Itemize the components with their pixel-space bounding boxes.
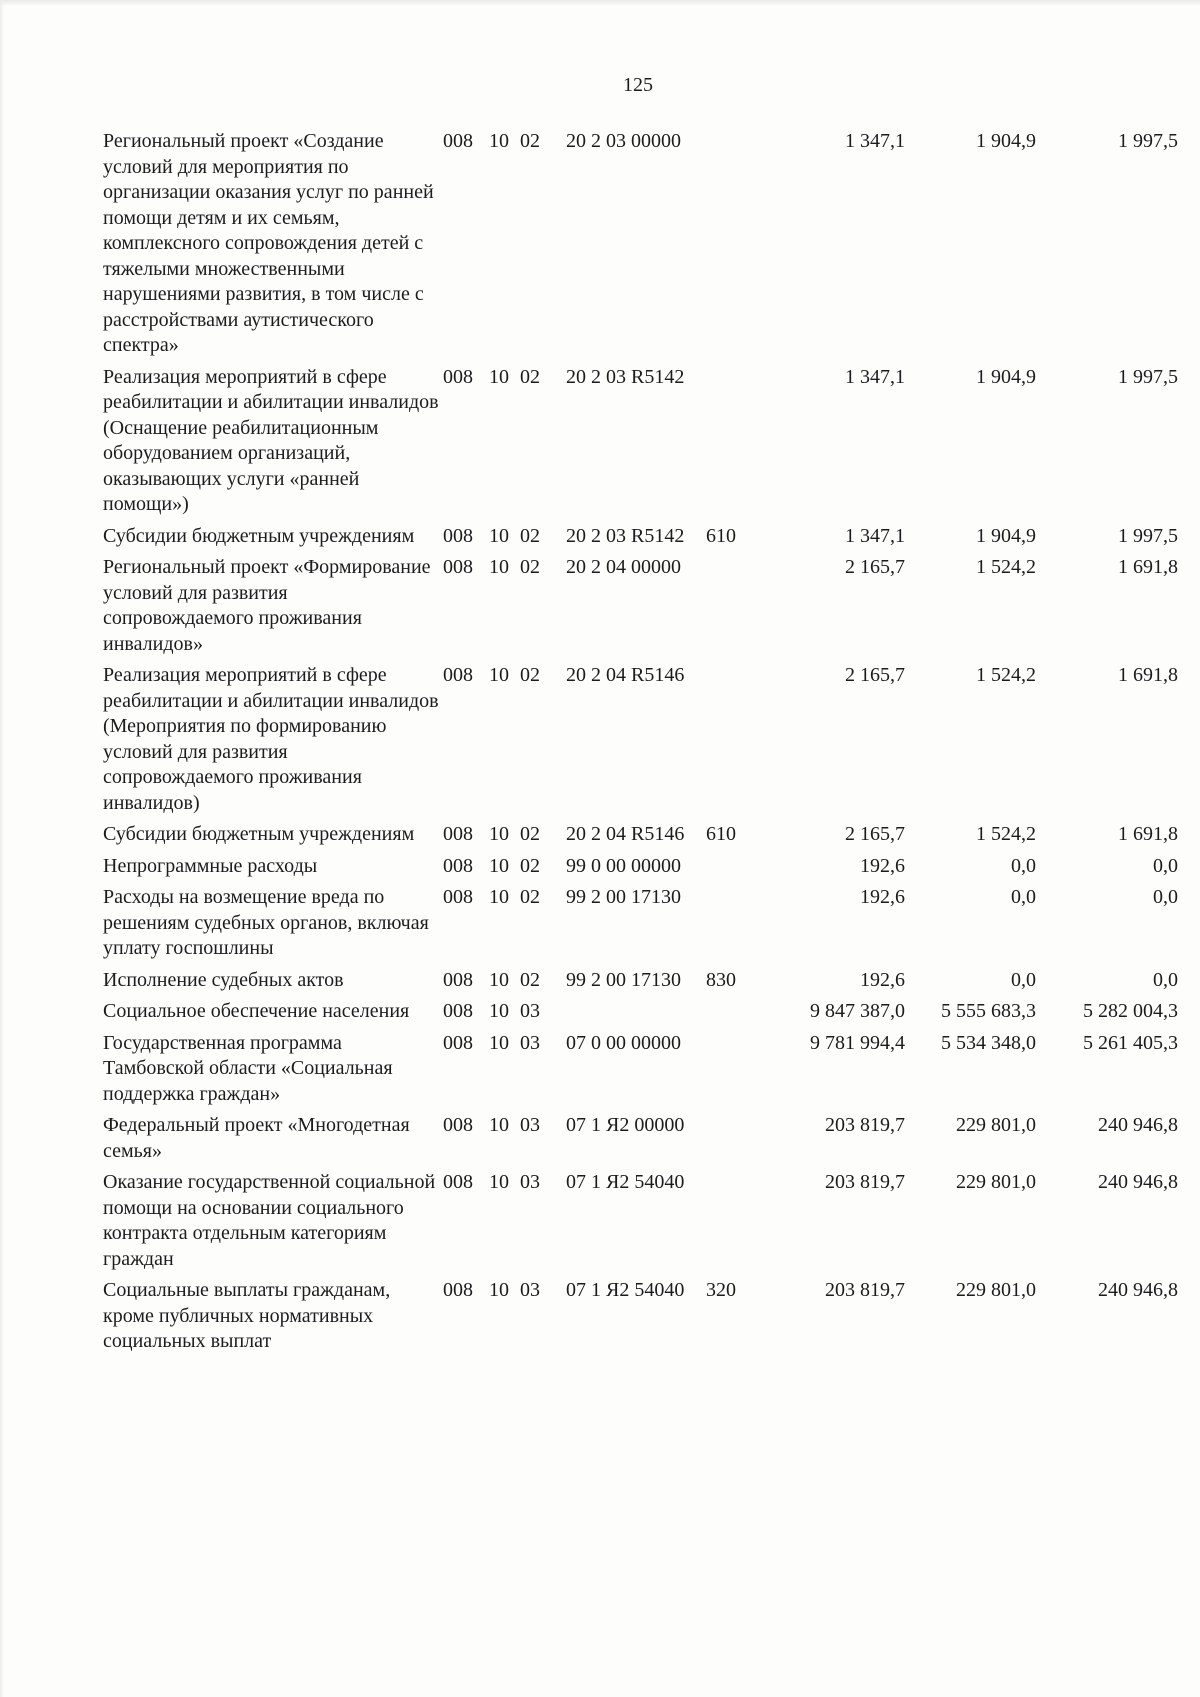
row-year1: 192,6 xyxy=(860,886,905,908)
row-target-article: 20 2 03 R5142 xyxy=(566,524,685,547)
row-expense-type: 830 xyxy=(706,968,736,991)
row-year3: 240 946,8 xyxy=(1098,1279,1178,1301)
row-target-article: 99 0 00 00000 xyxy=(566,854,681,877)
row-year3: 0,0 xyxy=(1153,854,1178,877)
row-year3: 1 691,8 xyxy=(1118,664,1178,686)
table-row xyxy=(103,999,1178,1031)
row-section: 10 xyxy=(489,823,509,845)
row-year3: 1 997,5 xyxy=(1118,365,1178,388)
table-row xyxy=(103,663,1178,822)
table-row xyxy=(103,822,1178,854)
row-section: 10 xyxy=(489,968,509,991)
row-subsection: 03 xyxy=(520,1114,540,1136)
table-row xyxy=(103,555,1178,663)
row-year1: 203 819,7 xyxy=(825,1279,905,1301)
row-grbs: 008 xyxy=(443,365,473,388)
row-name: Федеральный проект «Многодетная семья» xyxy=(103,1114,410,1162)
row-section: 10 xyxy=(489,664,509,686)
table-row xyxy=(103,885,1178,968)
row-year1: 1 347,1 xyxy=(845,130,905,152)
row-expense-type xyxy=(706,129,746,365)
row-expense-type: 610 xyxy=(706,823,736,845)
page-number: 125 xyxy=(623,74,653,96)
row-year3: 5 282 004,3 xyxy=(1083,1000,1178,1022)
row-section: 10 xyxy=(489,1114,509,1136)
row-name: Социальное обеспечение населения xyxy=(103,1000,410,1022)
row-name: Оказание государственной социальной помощи на основании социального контракта отдельным категориям граждан xyxy=(103,1171,436,1270)
row-name: Социальные выплаты гражданам, кроме публичных нормативных социальных выплат xyxy=(103,1279,391,1352)
row-target-article: 20 2 04 00000 xyxy=(566,556,681,578)
table-row xyxy=(103,854,1178,886)
row-target-article: 20 2 04 R5146 xyxy=(566,823,685,845)
row-year1: 1 347,1 xyxy=(845,524,905,547)
row-year2: 1 524,2 xyxy=(976,823,1036,845)
row-expense-type xyxy=(706,999,746,1031)
row-target-article: 99 2 00 17130 xyxy=(566,968,681,991)
row-year1: 9 847 387,0 xyxy=(810,1000,905,1022)
row-expense-type: 610 xyxy=(706,524,736,547)
row-year2: 0,0 xyxy=(1011,968,1036,991)
row-year1: 192,6 xyxy=(860,854,905,877)
row-year3: 240 946,8 xyxy=(1098,1114,1178,1136)
budget-table xyxy=(103,129,1178,1361)
row-target-article xyxy=(566,999,706,1031)
row-subsection: 02 xyxy=(520,968,540,991)
row-subsection: 02 xyxy=(520,823,540,845)
row-year2: 1 904,9 xyxy=(976,365,1036,388)
table-row xyxy=(103,1113,1178,1170)
row-year3: 1 691,8 xyxy=(1118,556,1178,578)
table-row xyxy=(103,524,1178,556)
row-section: 10 xyxy=(489,130,509,152)
row-subsection: 03 xyxy=(520,1279,540,1301)
table-row xyxy=(103,968,1178,1000)
row-expense-type xyxy=(706,663,746,822)
row-year1: 203 819,7 xyxy=(825,1114,905,1136)
table-row xyxy=(103,129,1178,365)
row-year2: 1 904,9 xyxy=(976,524,1036,547)
row-expense-type: 320 xyxy=(706,1279,736,1301)
row-year2: 0,0 xyxy=(1011,854,1036,877)
row-target-article: 20 2 03 00000 xyxy=(566,130,681,152)
row-target-article: 99 2 00 17130 xyxy=(566,886,681,908)
row-year3: 0,0 xyxy=(1153,886,1178,908)
row-section: 10 xyxy=(489,1000,509,1022)
row-year1: 1 347,1 xyxy=(845,365,905,388)
table-row xyxy=(103,365,1178,524)
row-subsection: 02 xyxy=(520,524,540,547)
row-target-article: 07 1 Я2 00000 xyxy=(566,1114,685,1136)
row-grbs: 008 xyxy=(443,968,473,991)
row-expense-type xyxy=(706,1170,746,1278)
row-grbs: 008 xyxy=(443,130,473,152)
row-target-article: 20 2 04 R5146 xyxy=(566,664,685,686)
row-expense-type xyxy=(706,854,746,886)
row-name: Региональный проект «Формирование условий для развития сопровождаемого проживания инвалидов» xyxy=(103,556,431,655)
row-subsection: 03 xyxy=(520,1031,540,1054)
row-year2: 229 801,0 xyxy=(956,1171,1036,1193)
row-name: Реализация мероприятий в сфере реабилитации и абилитации инвалидов (Оснащение реабилитационным оборудованием организаций, оказывающих услуги «ранней помощи») xyxy=(103,365,439,515)
row-target-article: 07 1 Я2 54040 xyxy=(566,1171,685,1193)
row-year3: 0,0 xyxy=(1153,968,1178,991)
budget-table-body xyxy=(103,129,1178,1361)
row-expense-type xyxy=(706,1031,746,1114)
row-year1: 2 165,7 xyxy=(845,664,905,686)
table-row xyxy=(103,1278,1178,1361)
row-year1: 2 165,7 xyxy=(845,556,905,578)
scan-edge-left xyxy=(0,0,4,1697)
row-year3: 5 261 405,3 xyxy=(1083,1031,1178,1054)
row-year2: 229 801,0 xyxy=(956,1279,1036,1301)
row-subsection: 02 xyxy=(520,854,540,877)
row-year3: 240 946,8 xyxy=(1098,1171,1178,1193)
row-year2: 5 534 348,0 xyxy=(941,1031,1036,1054)
row-section: 10 xyxy=(489,854,509,877)
row-section: 10 xyxy=(489,556,509,578)
row-subsection: 03 xyxy=(520,1000,540,1022)
row-grbs: 008 xyxy=(443,1114,473,1136)
row-subsection: 03 xyxy=(520,1171,540,1193)
table-row xyxy=(103,1170,1178,1278)
table-row xyxy=(103,1031,1178,1114)
row-grbs: 008 xyxy=(443,1000,473,1022)
row-grbs: 008 xyxy=(443,664,473,686)
row-year1: 2 165,7 xyxy=(845,823,905,845)
row-section: 10 xyxy=(489,365,509,388)
row-grbs: 008 xyxy=(443,1031,473,1054)
row-subsection: 02 xyxy=(520,556,540,578)
row-grbs: 008 xyxy=(443,854,473,877)
row-year3: 1 997,5 xyxy=(1118,524,1178,547)
row-grbs: 008 xyxy=(443,886,473,908)
row-section: 10 xyxy=(489,1279,509,1301)
row-name: Субсидии бюджетным учреждениям xyxy=(103,823,415,845)
row-name: Непрограммные расходы xyxy=(103,854,318,877)
row-subsection: 02 xyxy=(520,886,540,908)
row-year2: 1 524,2 xyxy=(976,556,1036,578)
row-section: 10 xyxy=(489,1171,509,1193)
row-target-article: 20 2 03 R5142 xyxy=(566,365,685,388)
row-section: 10 xyxy=(489,886,509,908)
row-year2: 1 524,2 xyxy=(976,664,1036,686)
row-section: 10 xyxy=(489,1031,509,1054)
row-grbs: 008 xyxy=(443,1171,473,1193)
row-name: Реализация мероприятий в сфере реабилитации и абилитации инвалидов (Мероприятия по формированию условий для развития сопровождаемого проживания инвалидов) xyxy=(103,664,439,814)
row-name: Исполнение судебных актов xyxy=(103,968,344,991)
row-grbs: 008 xyxy=(443,556,473,578)
row-name: Государственная программа Тамбовской области «Социальная поддержка граждан» xyxy=(103,1031,393,1105)
row-year1: 9 781 994,4 xyxy=(810,1031,905,1054)
row-year2: 229 801,0 xyxy=(956,1114,1036,1136)
row-subsection: 02 xyxy=(520,130,540,152)
scan-edge-top xyxy=(0,0,1200,6)
row-year3: 1 691,8 xyxy=(1118,823,1178,845)
row-year2: 0,0 xyxy=(1011,886,1036,908)
row-target-article: 07 0 00 00000 xyxy=(566,1031,681,1054)
row-grbs: 008 xyxy=(443,823,473,845)
row-section: 10 xyxy=(489,524,509,547)
row-expense-type xyxy=(706,885,746,968)
row-name: Субсидии бюджетным учреждениям xyxy=(103,524,415,547)
row-expense-type xyxy=(706,365,746,524)
row-grbs: 008 xyxy=(443,524,473,547)
row-name: Региональный проект «Создание условий для мероприятия по организации оказания услуг по ранней помощи детям и их семьям, комплексного сопровождения детей с тяжелыми множественными нарушениями развития, в том числе с расстройствами аутистического спектра» xyxy=(103,130,434,356)
row-subsection: 02 xyxy=(520,664,540,686)
row-year2: 1 904,9 xyxy=(976,130,1036,152)
row-expense-type xyxy=(706,555,746,663)
row-name: Расходы на возмещение вреда по решениям судебных органов, включая уплату госпошлины xyxy=(103,886,429,959)
row-subsection: 02 xyxy=(520,365,540,388)
row-year1: 192,6 xyxy=(860,968,905,991)
row-target-article: 07 1 Я2 54040 xyxy=(566,1279,685,1301)
row-grbs: 008 xyxy=(443,1279,473,1301)
row-year1: 203 819,7 xyxy=(825,1171,905,1193)
row-year2: 5 555 683,3 xyxy=(941,1000,1036,1022)
row-year3: 1 997,5 xyxy=(1118,130,1178,152)
row-expense-type xyxy=(706,1113,746,1170)
